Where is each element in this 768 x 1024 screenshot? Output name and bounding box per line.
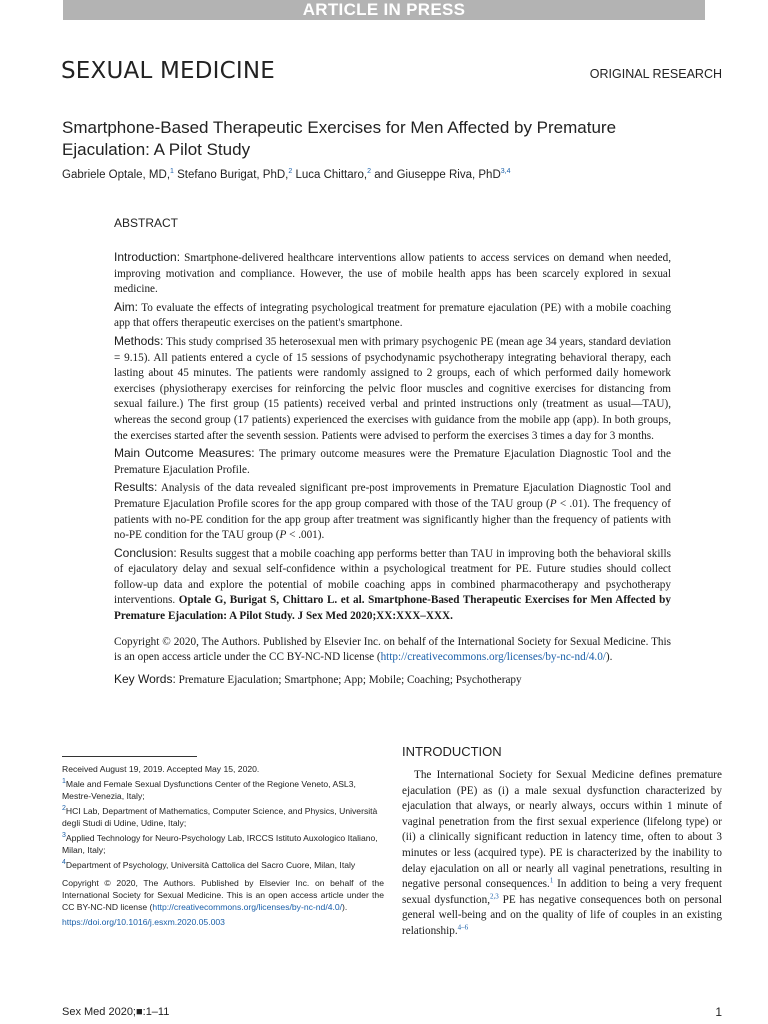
license-link[interactable]: http://creativecommons.org/licenses/by-nc-nd/4.0/: [380, 651, 606, 664]
affiliation: [62, 832, 384, 856]
author-name: and Giuseppe Riva, PhD: [374, 169, 501, 181]
p-symbol: P: [549, 497, 557, 510]
author-name: Stefano Burigat, PhD,: [177, 169, 289, 181]
reference-link[interactable]: 4–6: [457, 923, 469, 932]
section-text: < .01). The frequency of patients with no-PE condition for the app group after treatment was significantly higher than the frequency of patients with no-PE condition for the TAU group (: [114, 497, 671, 542]
section-label: Main Outcome Measures:: [114, 446, 255, 461]
abstract-methods: [114, 334, 671, 444]
affiliation-text: HCI Lab, Department of Mathematics, Computer Science, and Physics, Università degli Studi di Udine, Udine, Italy;: [62, 806, 378, 828]
section-label: Introduction:: [114, 250, 181, 264]
abstract-results: [114, 480, 671, 543]
copyright-text: ).: [342, 902, 348, 912]
abstract-conclusion: [114, 546, 671, 625]
received-date: Received August 19, 2019. Accepted May 15, 2020.: [62, 764, 260, 774]
abstract-body: [114, 250, 671, 690]
copyright-text: Copyright © 2020, The Authors. Published by Elsevier Inc. on behalf of the International Society for Sexual Medicine. This is an open access article under the CC BY-NC-ND license (: [62, 878, 384, 912]
section-label: Results:: [114, 480, 158, 495]
license-link[interactable]: http://creativecommons.org/licenses/by-nc-nd/4.0/: [152, 902, 343, 912]
introduction-paragraph: [402, 768, 722, 940]
doi-link[interactable]: https://doi.org/10.1016/j.esxm.2020.05.003: [62, 917, 225, 927]
author-name: Luca Chittaro,: [295, 169, 368, 181]
author-affiliation-ref[interactable]: 3,4: [500, 168, 511, 176]
footnote-divider: [62, 756, 197, 757]
section-label: Conclusion:: [114, 545, 177, 560]
section-label: Key Words:: [114, 671, 176, 686]
affiliation: [62, 805, 384, 829]
author-affiliation-ref[interactable]: 2: [288, 168, 293, 176]
affiliation: [62, 859, 384, 871]
section-text: Smartphone-delivered healthcare interventions allow patients to access services on demand when needed, improving motivation and compliance. However, the use of mobile health apps has been scarcely explored in sexual medicine.: [114, 252, 671, 296]
author-affiliation-ref[interactable]: 1: [170, 168, 174, 176]
reference-link[interactable]: 1: [549, 876, 554, 885]
section-text: To evaluate the effects of integrating psychological treatment for premature ejaculation (PE) with a mobile coaching app that offers therapeutic exercises on the patient's smartphone.: [114, 301, 671, 330]
section-text: This study comprised 35 heterosexual men with primary psychogenic PE (mean age 34 years, standard deviation = 9.15). All patients entered a cycle of 15 sessions of psychodynamic psychotherapy integrating behavioral therapy, each lasting about 45 minutes. The patients were randomly assigned to 2 groups, each of which performed daily homework exercises (physiotherapy exercises for reinforcing the pelvic floor muscles and cognitive exercises for distancing from sexual failure.) The first group (15 patients) received verbal and printed instructions only (treatment as usual—TAU), whereas the second group (17 patients) experienced the exercises with guidance from the mobile app (app). In both groups, the exercises started after the seventh session. Patients were advised to perform the exercises 3 times a day for 3 months.: [114, 335, 671, 442]
affiliation-text: Applied Technology for Neuro-Psychology Lab, IRCCS Istituto Auxologico Italiano, Milan, Italy;: [62, 833, 378, 855]
citation: Optale G, Burigat S, Chittaro L. et al. Smartphone-Based Therapeutic Exercises for Men Affected by Premature Ejaculation: A Pilot Study. J Sex Med 2020;XX:XXX–XXX.: [114, 594, 672, 623]
author-list: [62, 169, 511, 181]
section-label: Methods:: [114, 333, 164, 348]
affiliation: [62, 778, 384, 802]
page-number: 1: [715, 1005, 722, 1019]
introduction-heading: INTRODUCTION: [402, 744, 502, 759]
section-label: Aim:: [114, 299, 138, 314]
body-text: PE has negative consequences both on personal general well-being and on the quality of life of couples in an existing relationship.: [402, 893, 722, 937]
section-text: Analysis of the data revealed significant pre-post improvements in Premature Ejaculation Diagnostic Tool and Premature Ejaculation Profile scores for the app group compared with those of the TAU group (: [114, 482, 671, 510]
copyright-text: Copyright © 2020, The Authors. Published by Elsevier Inc. on behalf of the International Society for Sexual Medicine. This is an open access article under the CC BY-NC-ND license (: [114, 635, 671, 664]
article-type: ORIGINAL RESEARCH: [589, 67, 722, 81]
body-text: In addition to being a very frequent sexual dysfunction,: [402, 878, 722, 906]
footnote-copyright: [62, 877, 384, 913]
affiliation-number: 3: [62, 832, 66, 840]
affiliation-number: 4: [62, 859, 66, 867]
article-in-press-banner: ARTICLE IN PRESS: [63, 0, 705, 20]
journal-citation-footer: Sex Med 2020;■:1–11: [62, 1006, 170, 1018]
author-affiliation-ref[interactable]: 2: [367, 168, 371, 176]
abstract-aim: [114, 300, 671, 332]
affiliation-number: 1: [62, 778, 66, 786]
author-name: Gabriele Optale, MD,: [62, 169, 171, 181]
section-text: < .001).: [286, 529, 325, 542]
footnotes: [62, 763, 384, 931]
affiliation-text: Male and Female Sexual Dysfunctions Center of the Regione Veneto, ASL3, Mestre-Venezia, Italy;: [62, 779, 356, 801]
abstract-copyright: [114, 635, 671, 666]
keywords: [114, 672, 671, 689]
copyright-text: ).: [605, 651, 613, 664]
affiliation-text: Department of Psychology, Università Cattolica del Sacro Cuore, Milan, Italy: [65, 860, 356, 870]
p-symbol: P: [279, 529, 287, 542]
keywords-text: Premature Ejaculation; Smartphone; App; Mobile; Coaching; Psychotherapy: [178, 673, 522, 686]
abstract-heading: ABSTRACT: [114, 216, 179, 230]
abstract-outcome: [114, 446, 671, 478]
journal-title: SEXUAL MEDICINE: [61, 58, 276, 84]
body-text: The International Society for Sexual Medicine defines premature ejaculation (PE) as (i) a male sexual dysfunction characterized by ejaculation that always, or nearly always, occurs within 1 minute of vaginal penetration from the first sexual experience (lifelong type) or (ii) a clinically significant reduction in latency time, often to about 3 minutes or less (acquired type). PE is characterized by the inability to delay ejaculation on all or nearly all vaginal penetrations, resulting in negative personal consequences.: [402, 769, 722, 891]
article-title: Smartphone-Based Therapeutic Exercises for Men Affected by Premature Ejaculation: A Pilot Study: [62, 118, 617, 159]
reference-link[interactable]: 2,3: [490, 892, 499, 901]
section-text: Results suggest that a mobile coaching app performs better than TAU in improving both the behavioral skills of ejaculatory delay and sexual self-confidence within a psychological treatment for PE. Future studies should collect follow-up data and explore the potential of mobile coaching apps in combined pharmacotherapy and psychotherapy interventions.: [114, 547, 671, 607]
section-text: The primary outcome measures were the Premature Ejaculation Diagnostic Tool and the Premature Ejaculation Profile.: [114, 448, 671, 476]
affiliation-number: 2: [62, 805, 66, 813]
abstract-introduction: [114, 250, 671, 298]
